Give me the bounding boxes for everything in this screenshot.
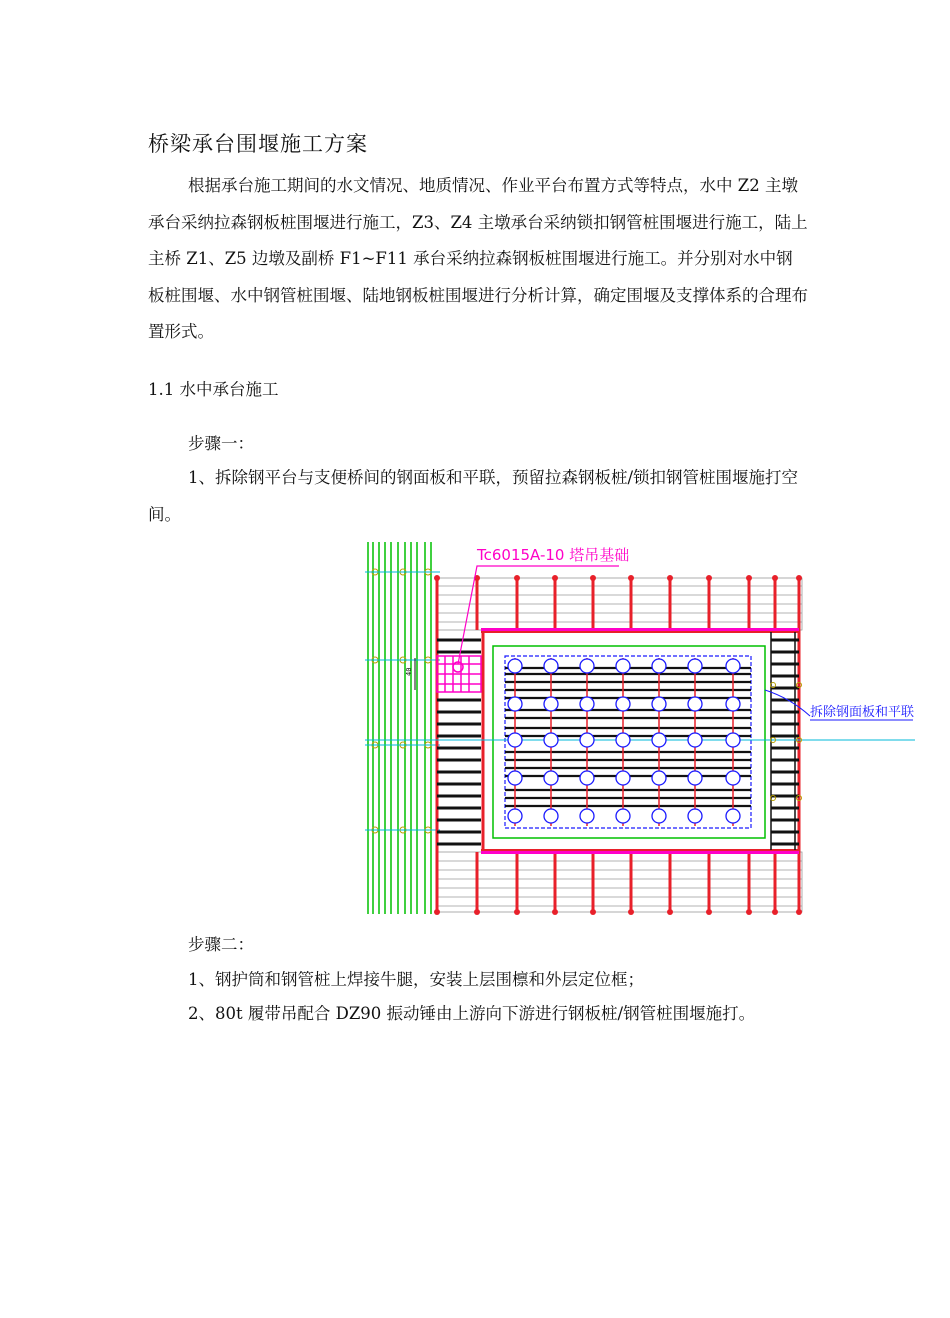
step1-heading: 步骤一： (188, 434, 254, 453)
dimension-label: 40 (405, 667, 413, 676)
step2-item1: 1、钢护筒和钢管桩上焊接牛腿，安装上层围檩和外层定位框； (188, 970, 644, 989)
step1-item1: 1、拆除钢平台与支便桥间的钢面板和平联，预留拉森钢板桩/锁扣钢管桩围堰施打空间。 (148, 468, 799, 524)
section-heading: 1.1 水中承台施工 (148, 380, 279, 399)
document-title: 桥梁承台围堰施工方案 (148, 132, 368, 156)
intro-paragraph: 根据承台施工期间的水文情况、地质情况、作业平台布置方式等特点，水中 Z2 主墩承台采纳拉森钢板桩围堰进行施工，Z3、Z4 主墩承台采纳锁扣钢管桩围堰进行施工，陆上主桥 Z1、Z5 边墩及副桥 F1~F11 承台采纳拉森钢板桩围堰进行施工。并分别对水中钢板桩围堰、水中钢管桩围堰、陆地钢板桩围堰进行分析计算，确定围堰及支撑体系的合理布置形式。 (148, 176, 808, 341)
step2-heading: 步骤二： (188, 935, 254, 954)
construction-drawing (365, 540, 915, 920)
crane-foundation-label: Tc6015A-10 塔吊基础 (477, 546, 630, 564)
step2-item2: 2、80t 履带吊配合 DZ90 振动锤由上游向下游进行钢板桩/钢管桩围堰施打。 (188, 1004, 756, 1023)
removal-label: 拆除钢面板和平联 (810, 705, 915, 720)
